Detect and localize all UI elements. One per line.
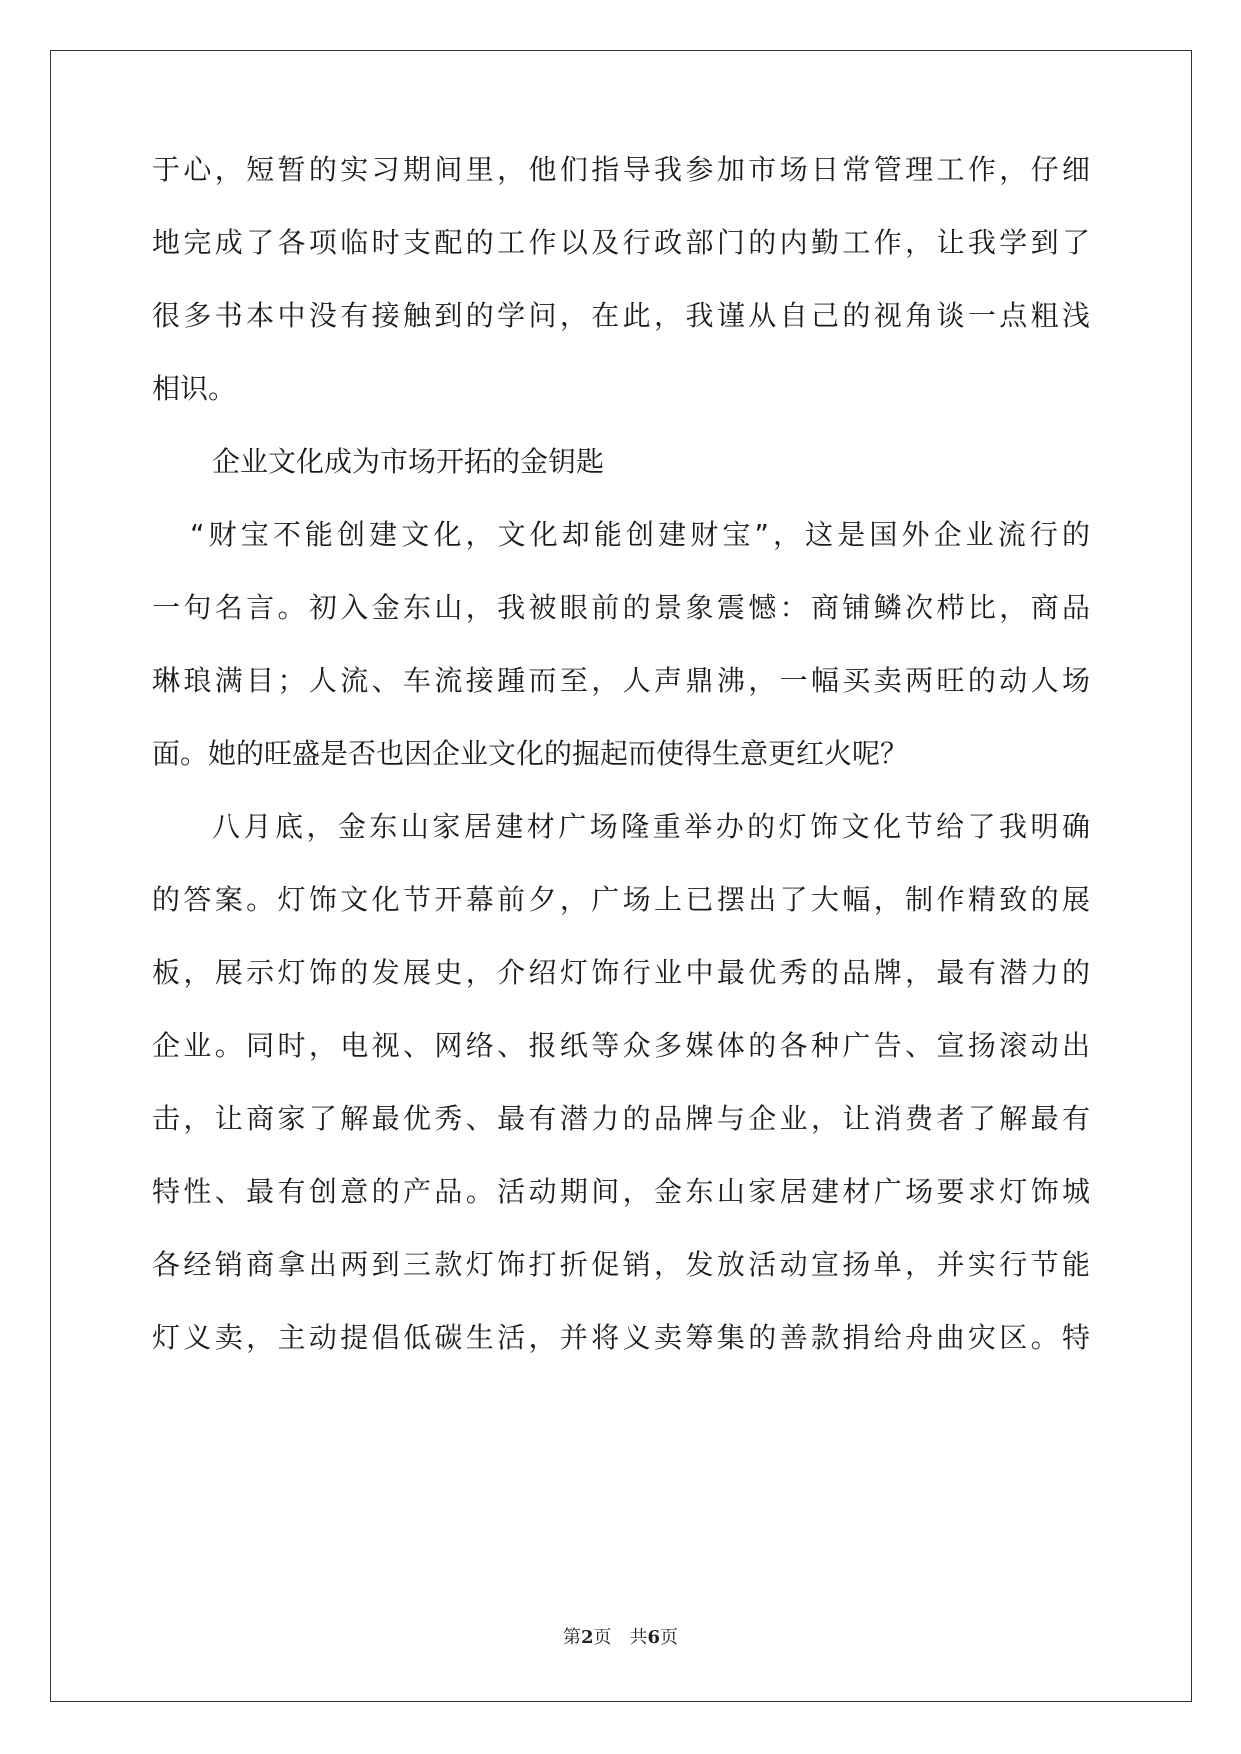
- text-line: 相识。: [152, 372, 237, 405]
- text-line: 击，让商家了解最优秀、最有潜力的品牌与企业，让消费者了解最有: [152, 1102, 1090, 1135]
- text-line: 面。她的旺盛是否也因企业文化的掘起而使得生意更红火呢？: [152, 737, 909, 770]
- text-line: 板，展示灯饰的发展史，介绍灯饰行业中最优秀的品牌，最有潜力的: [152, 956, 1090, 989]
- page-footer: [0, 1626, 1241, 1650]
- page-current: 2: [580, 1627, 594, 1648]
- text-line: 于心，短暂的实习期间里，他们指导我参加市场日常管理工作，仔细: [152, 153, 1090, 186]
- text-line: 八月底，金东山家居建材广场隆重举办的灯饰文化节给了我明确: [212, 810, 1090, 843]
- total-prefix: 共: [629, 1627, 648, 1648]
- text-line: 地完成了各项临时支配的工作以及行政部门的内勤工作，让我学到了: [152, 226, 1090, 259]
- total-unit: 页: [660, 1627, 679, 1648]
- text-line: 各经销商拿出两到三款灯饰打折促销，发放活动宣扬单，并实行节能: [152, 1248, 1090, 1281]
- text-line: 琳琅满目；人流、车流接踵而至，人声鼎沸，一幅买卖两旺的动人场: [152, 664, 1090, 697]
- text-line: 很多书本中没有接触到的学问，在此，我谨从自己的视角谈一点粗浅: [152, 299, 1090, 332]
- text-line: “财宝不能创建文化，文化却能创建财宝”，这是国外企业流行的: [190, 518, 1090, 551]
- text-line: 灯义卖，主动提倡低碳生活，并将义卖筹集的善款捐给舟曲灾区。特: [152, 1321, 1090, 1354]
- text-line: 的答案。灯饰文化节开幕前夕，广场上已摆出了大幅，制作精致的展: [152, 883, 1090, 916]
- page-unit: 页: [593, 1627, 612, 1648]
- text-line: 企业。同时，电视、网络、报纸等众多媒体的各种广告、宣扬滚动出: [152, 1029, 1090, 1062]
- text-line: 特性、最有创意的产品。活动期间，金东山家居建材广场要求灯饰城: [152, 1175, 1090, 1208]
- section-heading: 企业文化成为市场开拓的金钥匙: [212, 445, 605, 478]
- page-total: 6: [647, 1627, 661, 1648]
- page-prefix: 第: [562, 1627, 581, 1648]
- text-line: 一句名言。初入金东山，我被眼前的景象震憾：商铺鳞次栉比，商品: [152, 591, 1090, 624]
